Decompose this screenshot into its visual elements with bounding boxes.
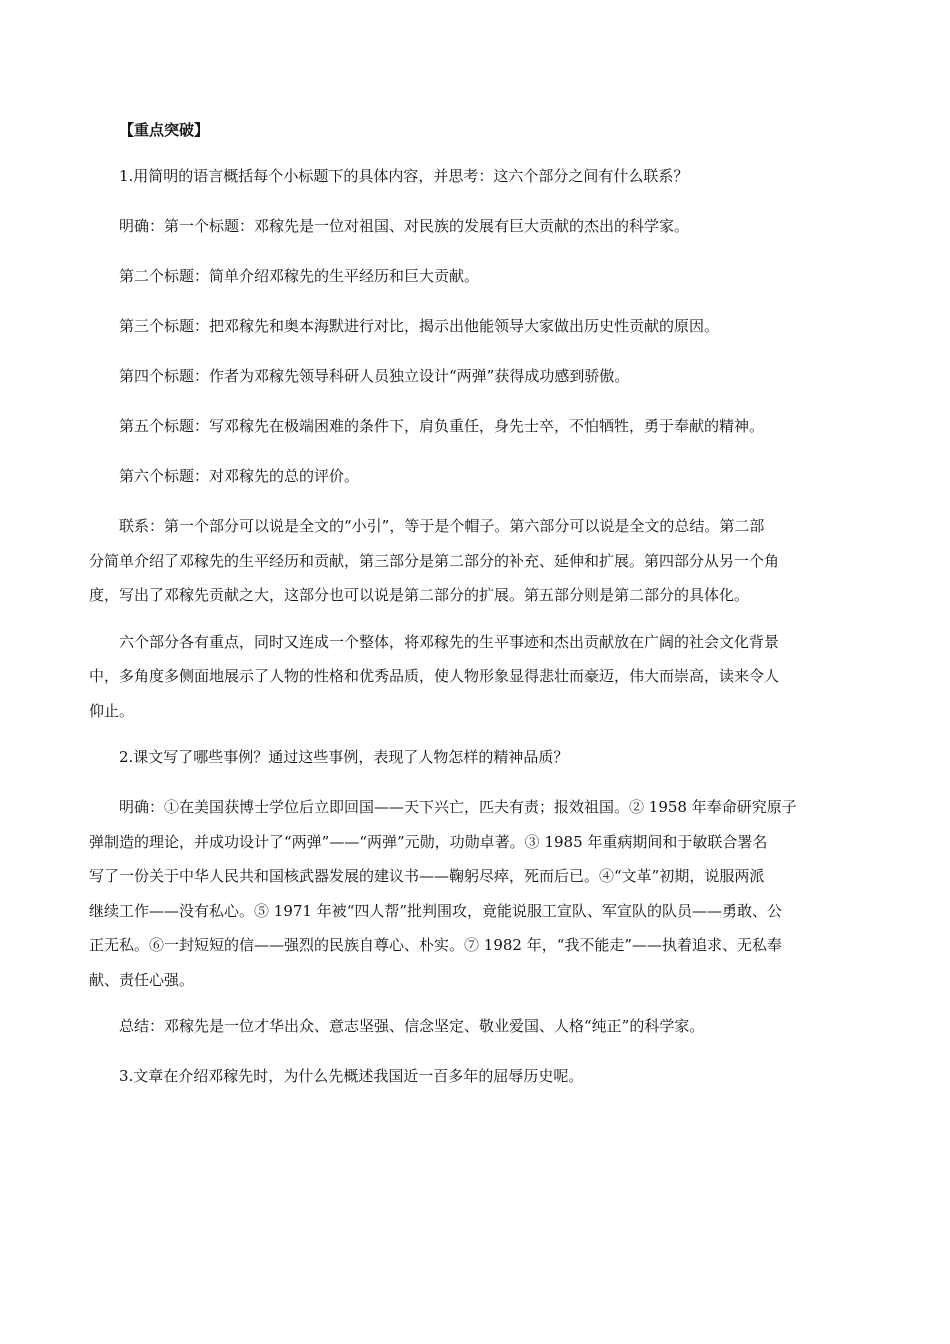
section-title: 【重点突破】	[119, 121, 210, 139]
answer-1-title-4: 第四个标题：作者为邓稼先领导科研人员独立设计“两弹”获得成功感到骄傲。	[119, 367, 630, 385]
relation-paragraph	[89, 509, 841, 613]
answer-2-conclusion: 总结：邓稼先是一位才华出众、意志坚强、信念坚定、敬业爱国、人格“纯正”的科学家。	[119, 1017, 705, 1035]
summary-paragraph	[89, 625, 841, 729]
document-body	[89, 118, 841, 1114]
summary-line: 六个部分各有重点，同时又连成一个整体，将邓稼先的生平事迹和杰出贡献放在广阔的社会文化背景	[119, 632, 780, 651]
relation-line: 分简单介绍了邓稼先的生平经历和贡献，第三部分是第二部分的补充、延伸和扩展。第四部分从另一个角	[89, 551, 780, 570]
answer-1-title-3: 第三个标题：把邓稼先和奥本海默进行对比，揭示出他能领导大家做出历史性贡献的原因。	[119, 317, 720, 335]
relation-line: 度，写出了邓稼先贡献之大，这部分也可以说是第二部分的扩展。第五部分则是第二部分的具体化。	[89, 586, 750, 604]
answer-1-title-1: 明确：第一个标题：邓稼先是一位对祖国、对民族的发展有巨大贡献的杰出的科学家。	[119, 217, 690, 235]
answer-1-title-5: 第五个标题：写邓稼先在极端困难的条件下，肩负重任，身先士卒，不怕牺牲，勇于奉献的精神。	[119, 417, 765, 435]
answer-2-paragraph	[89, 790, 841, 997]
answer-2-line: 写了一份关于中华人民共和国核武器发展的建议书——鞠躬尽瘁，死而后已。④“文革”初期，说服两派	[89, 867, 765, 885]
answer-2-line: 献、责任心强。	[89, 970, 195, 989]
answer-2-line: 明确：①在美国获博士学位后立即回国——天下兴亡，匹夫有责；报效祖国。② 1958 年奉命研究原子	[119, 798, 797, 816]
answer-1-title-2: 第二个标题：简单介绍邓稼先的生平经历和巨大贡献。	[119, 267, 480, 285]
answer-1-title-6: 第六个标题：对邓稼先的总的评价。	[119, 467, 360, 485]
answer-2-line: 正无私。⑥一封短短的信——强烈的民族自尊心、朴实。⑦ 1982 年，“我不能走”——执着追求、无私奉	[89, 936, 783, 954]
answer-2-line: 弹制造的理论，并成功设计了“两弹”——“两弹”元勋，功勋卓著。③ 1985 年重病期间和于敏联合署名	[89, 832, 768, 851]
question-1: 1.用简明的语言概括每个小标题下的具体内容，并思考：这六个部分之间有什么联系？	[119, 167, 689, 185]
relation-line: 联系：第一个部分可以说是全文的“小引”，等于是个帽子。第六部分可以说是全文的总结。第二部	[119, 517, 765, 535]
summary-line: 中，多角度多侧面地展示了人物的性格和优秀品质，使人物形象显得悲壮而豪迈，伟大而崇高，读来令人	[89, 667, 780, 685]
answer-2-line: 继续工作——没有私心。⑤ 1971 年被“四人帮”批判围攻，竟能说服工宣队、军宣队的队员——勇敢、公	[89, 901, 783, 920]
summary-line: 仰止。	[89, 701, 135, 720]
question-3: 3.文章在介绍邓稼先时，为什么先概述我国近一百多年的屈辱历史呢。	[119, 1067, 584, 1085]
question-2: 2.课文写了哪些事例？通过这些事例，表现了人物怎样的精神品质？	[119, 748, 569, 766]
